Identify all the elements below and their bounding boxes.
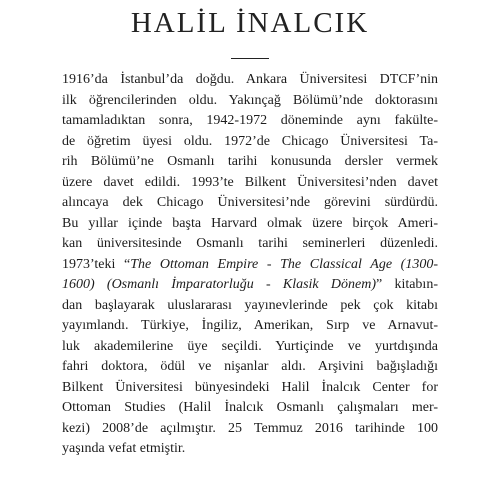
author-biography	[62, 70, 438, 460]
book-title-prefix: 1973’teki “	[62, 256, 131, 272]
bio-line-book-title-end	[62, 275, 438, 296]
bio-line: tamamladıktan sonra, 1942-1972 döneminde aynı fakülte-	[62, 113, 438, 128]
bio-line-last: yaşında vefat etmiştir.	[62, 441, 186, 456]
bio-line: luk akademilerine üye seçildi. Yurtiçinde ve yurtdışında	[62, 338, 438, 354]
bio-line: dan başlayarak uluslararası yayınevlerinde pek çok kitabı	[62, 297, 438, 313]
bio-line: ilk öğrencilerinden oldu. Yakınçağ Bölümü’nde doktorasını	[62, 92, 438, 108]
bio-line-book-title-start	[62, 255, 438, 276]
bio-line: fahri doktora, ödül ve nişanlar aldı. Arşivini bağışladığı	[62, 359, 438, 374]
book-title-suffix: ” kitabın-	[375, 277, 438, 292]
title-divider	[231, 58, 269, 59]
author-name-heading: HALİL İNALCIK	[130, 7, 370, 39]
book-title-italic-continued: 1600) (Osmanlı İmparatorluğu - Klasik Dönem)	[62, 277, 376, 292]
bio-line: Ottoman Studies (Halil İnalcık Osmanlı çalışmaları mer-	[62, 400, 438, 415]
book-title-italic: The Ottoman Empire - The Classical Age (1300-	[130, 256, 438, 272]
bio-line: Bilkent Üniversitesi bünyesindeki Halil İnalcık Center for	[62, 379, 438, 395]
bio-line: rih Bölümü’ne Osmanlı tarihi konusunda dersler vermek	[62, 154, 438, 169]
bio-line: 1916’da İstanbul’da doğdu. Ankara Üniversitesi DTCF’nin	[62, 72, 438, 87]
bio-line: yayımlandı. Türkiye, İngiliz, Amerikan, Sırp ve Arnavut-	[62, 318, 438, 333]
bio-line: alıncaya dek Chicago Üniversitesi’nde görevini sürdürdü.	[62, 195, 438, 210]
bio-line: kezi) 2008’de açılmıştır. 25 Temmuz 2016 tarihinde 100	[62, 420, 438, 436]
bio-line: kan üniversitesinde Osmanlı tarihi seminerleri düzenledi.	[62, 236, 438, 251]
bio-line: Bu yıllar içinde başta Harvard olmak üzere birçok Ameri-	[62, 215, 438, 231]
bio-line: de öğretim üyesi oldu. 1972’de Chicago Üniversitesi Ta-	[62, 133, 438, 149]
bio-line: üzere davet edildi. 1993’te Bilkent Üniversitesi’nden davet	[62, 174, 438, 190]
